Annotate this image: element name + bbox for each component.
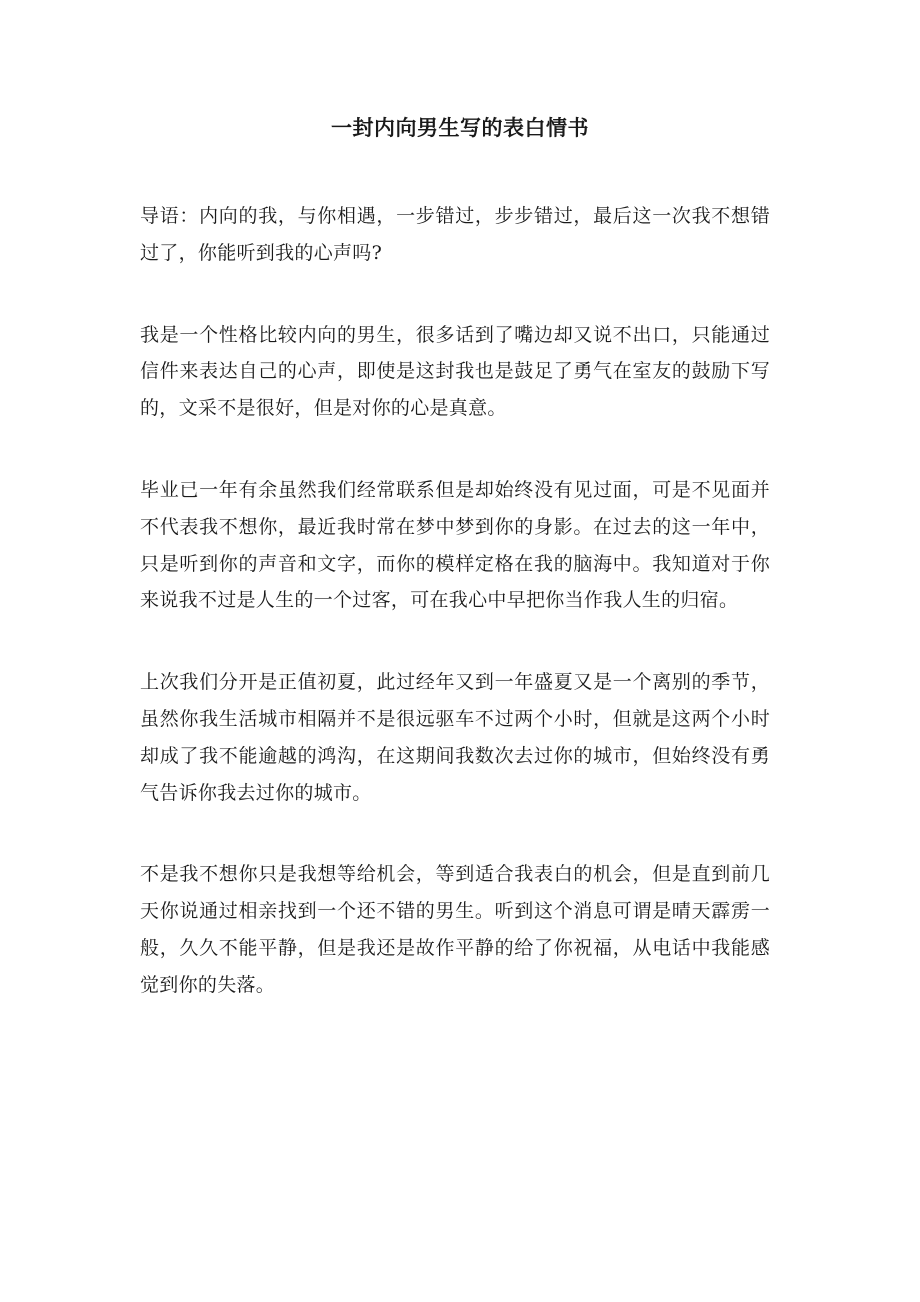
paragraph: 上次我们分开是正值初夏，此过经年又到一年盛夏又是一个离别的季节，虽然你我生活城市相隔并不是很远驱车不过两个小时，但就是这两个小时却成了我不能逾越的鸿沟，在这期间我数次去过你的城市，但始终没有勇气告诉你我去过你的城市。 [140,671,770,804]
paragraph: 毕业已一年有余虽然我们经常联系但是却始终没有见过面，可是不见面并不代表我不想你，最近我时常在梦中梦到你的身影。在过去的这一年中，只是听到你的声音和文字，而你的模样定格在我的脑海中。我知道对于你来说我不过是人生的一个过客，可在我心中早把你当作我人生的归宿。 [140,478,770,612]
paragraph: 不是我不想你只是我想等给机会，等到适合我表白的机会，但是直到前几天你说通过相亲找到一个还不错的男生。听到这个消息可谓是晴天霹雳一般，久久不能平静，但是我还是故作平静的给了你祝福，从电话中我能感觉到你的失落。 [140,863,770,996]
paragraph-intro: 导语：内向的我，与你相遇，一步错过，步步错过，最后这一次我不想错过了，你能听到我的心声吗? [140,205,770,264]
document-body [140,198,770,1049]
paragraph: 我是一个性格比较内向的男生，很多话到了嘴边却又说不出口，只能通过信件来表达自己的心声，即使是这封我也是鼓足了勇气在室友的鼓励下写的，文采不是很好，但是对你的心是真意。 [140,323,770,420]
document-title: 一封内向男生写的表白情书 [331,115,589,140]
